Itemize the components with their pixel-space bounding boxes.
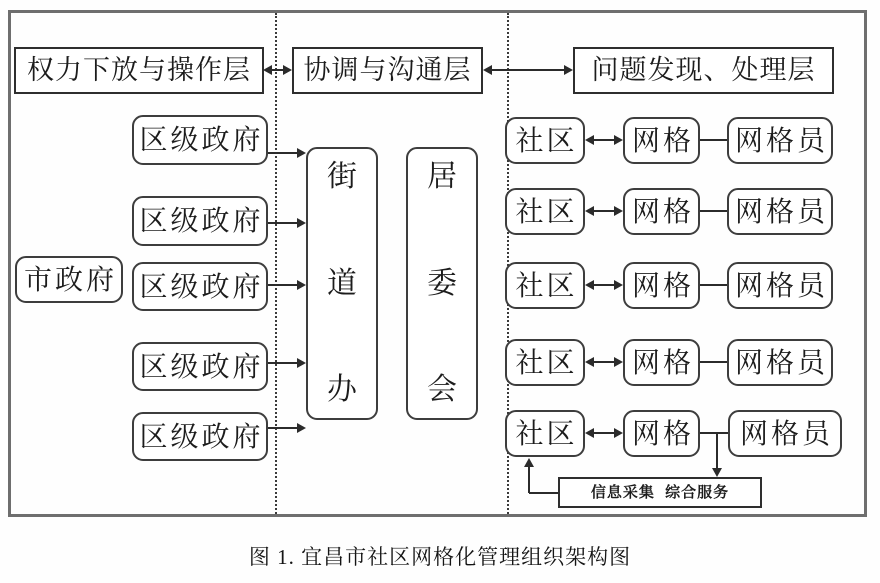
- grid-worker-label: 网格员: [734, 346, 828, 378]
- district-government-box-3: [132, 262, 268, 311]
- grid-label: 网格: [631, 269, 694, 301]
- grid-label: 网格: [631, 346, 694, 378]
- community-label: 社区: [515, 195, 578, 227]
- residents-committee-char: 会: [427, 373, 457, 406]
- grid-box-1: [623, 117, 700, 164]
- district-government-box-4: [132, 342, 268, 391]
- service-box-label: 信息采集 综合服务: [590, 484, 730, 501]
- coordination-layer-label: 协调与沟通层: [303, 55, 472, 85]
- community-label: 社区: [515, 124, 578, 156]
- connector-grid2-worker2: [700, 210, 727, 212]
- district-government-box-1: [132, 115, 268, 165]
- community-label: 社区: [515, 269, 578, 301]
- problem-layer-box: [573, 47, 834, 94]
- grid-worker-box-2: [727, 188, 833, 235]
- city-government-label: 市政府: [23, 263, 117, 295]
- city-government-box: [15, 256, 123, 303]
- district-government-box-5: [132, 412, 268, 461]
- street-office-char: 办: [327, 373, 357, 406]
- coordination-layer-box: [292, 47, 483, 94]
- district-government-label: 区级政府: [139, 270, 264, 302]
- grid-worker-label: 网格员: [734, 269, 828, 301]
- street-office-char: 道: [327, 266, 357, 300]
- district-government-box-2: [132, 196, 268, 246]
- district-government-label: 区级政府: [139, 205, 264, 236]
- grid-box-3: [623, 262, 700, 309]
- community-box-4: [505, 339, 585, 386]
- residents-committee-box: [406, 147, 478, 420]
- community-label: 社区: [515, 346, 578, 378]
- community-box-5: [505, 410, 585, 457]
- grid-box-2: [623, 188, 700, 235]
- grid-label: 网格: [631, 195, 694, 227]
- connector-grid3-worker3: [700, 284, 727, 286]
- district-government-label: 区级政府: [139, 350, 264, 382]
- operation-layer-box: [14, 47, 264, 94]
- figure-caption: 图 1. 宜昌市社区网格化管理组织架构图: [248, 545, 632, 569]
- section-divider-left: [275, 13, 277, 514]
- grid-worker-box-5: [728, 410, 842, 457]
- operation-layer-label: 权力下放与操作层: [27, 55, 251, 85]
- street-office-char: 街: [327, 160, 357, 193]
- grid-worker-box-3: [727, 262, 833, 309]
- grid-label: 网格: [631, 124, 694, 156]
- grid-box-4: [623, 339, 700, 386]
- service-box: [558, 477, 762, 508]
- grid-box-5: [623, 410, 700, 457]
- district-government-label: 区级政府: [139, 420, 264, 452]
- residents-committee-char: 居: [427, 160, 457, 193]
- grid-worker-box-4: [727, 339, 833, 386]
- grid-worker-label: 网格员: [734, 124, 828, 156]
- grid-worker-label: 网格员: [739, 417, 833, 449]
- problem-layer-label: 问题发现、处理层: [591, 55, 816, 85]
- grid-worker-label: 网格员: [734, 195, 828, 227]
- connector-grid1-worker1: [700, 139, 727, 141]
- grid-label: 网格: [631, 417, 694, 449]
- community-box-3: [505, 262, 585, 309]
- grid-worker-box-1: [727, 117, 833, 164]
- street-office-box: [306, 147, 378, 420]
- district-government-label: 区级政府: [139, 124, 264, 155]
- community-box-1: [505, 117, 585, 164]
- connector-grid5-worker5: [700, 432, 728, 434]
- residents-committee-char: 委: [427, 266, 457, 300]
- community-box-2: [505, 188, 585, 235]
- connector-grid4-worker4: [700, 361, 727, 363]
- community-label: 社区: [515, 417, 578, 449]
